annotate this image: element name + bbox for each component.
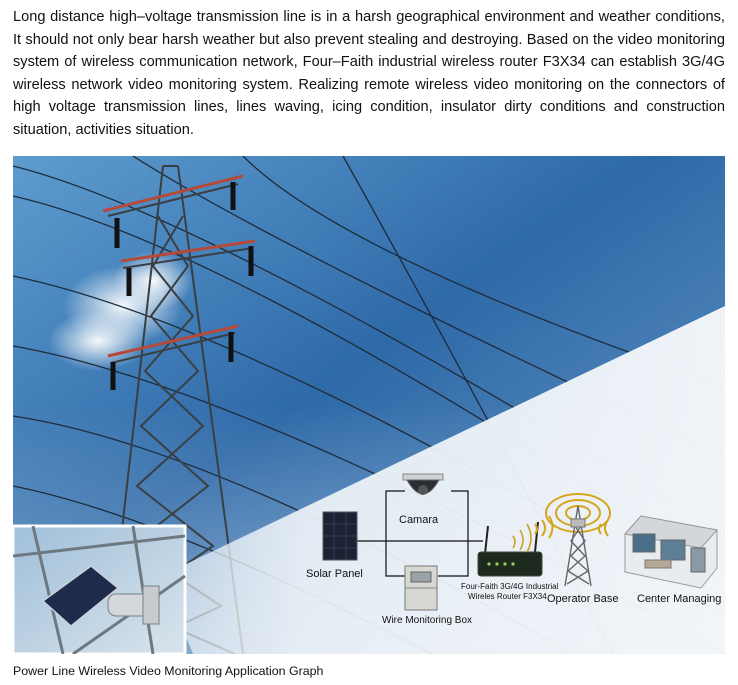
wire-monitoring-box — [405, 566, 437, 610]
camera-label: Camara — [399, 514, 439, 526]
center-managing-label: Center Managing — [637, 593, 722, 605]
router-label-line1: Four-Faith 3G/4G Industrial — [461, 582, 559, 591]
intro-paragraph: Long distance high–voltage transmission line is in a harsh geographical environment and weather conditions, It should not only bear harsh weather but also prevent stealing and destroying. Based on the video monitoring system of wireless communication network, Four–Faith industrial wireless router F3X34 can establish 3G/4G wireless network video monitoring system. Realizing remote wireless video monitoring on the connectors of high voltage transmission lines, lines waving, icing condition, insulator dirty conditions and construction situation, activities situation. — [13, 9, 725, 138]
figure-caption: Power Line Wireless Video Monitoring Application Graph — [13, 664, 324, 678]
wire-box-label: Wire Monitoring Box — [382, 615, 473, 626]
solar-panel-device — [323, 512, 357, 560]
monitoring-application-figure — [13, 156, 725, 654]
figure-illustration — [13, 156, 725, 654]
inset-photo — [13, 526, 185, 654]
operator-base-label: Operator Base — [547, 593, 619, 605]
solar-panel-label: Solar Panel — [306, 568, 363, 580]
router-label-line2: Wireles Router F3X34 — [468, 592, 547, 601]
